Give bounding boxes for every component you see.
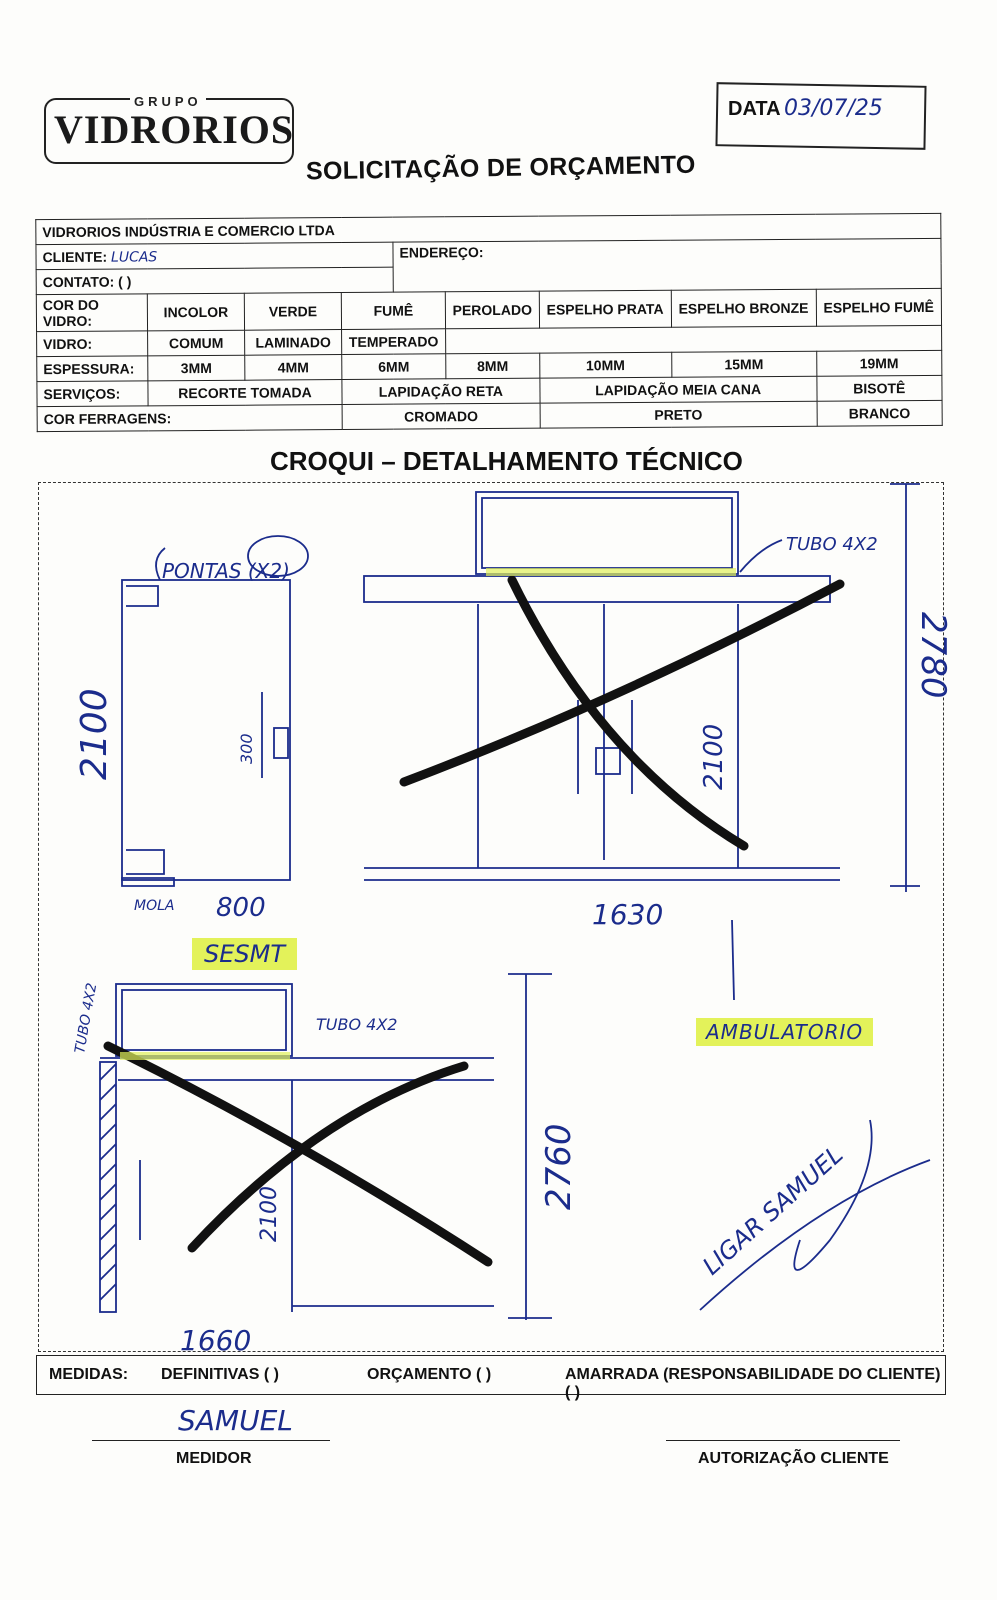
center-lock <box>596 748 620 774</box>
tubo-leader-right <box>740 540 782 572</box>
client-label: CLIENTE: <box>42 248 108 265</box>
note-tubo-right: TUBO 4X2 <box>786 534 878 555</box>
upper-glass-inner <box>482 498 732 568</box>
cross-out-right-2 <box>404 584 840 782</box>
door-outline <box>122 580 290 880</box>
top-corner-fitting <box>126 586 158 606</box>
note-pontas: PONTAS (X2) <box>162 559 290 583</box>
signature-flourish <box>700 1120 930 1310</box>
measures-label: MEDIDAS: <box>49 1366 129 1383</box>
note-sesmt: SESMT <box>192 938 297 970</box>
option-cromado[interactable]: CROMADO <box>342 403 540 429</box>
option-recorte-tomada[interactable]: RECORTE TOMADA <box>148 380 342 406</box>
note-total-height-right: 2780 <box>913 612 953 699</box>
option-perolado[interactable]: PEROLADO <box>445 291 539 329</box>
option-branco[interactable]: BRANCO <box>817 400 943 426</box>
measurer-label: MEDIDOR <box>176 1450 252 1467</box>
option-verde[interactable]: VERDE <box>244 293 341 331</box>
note-inner-height-left: 2100 <box>257 1186 282 1242</box>
option-comum[interactable]: COMUM <box>148 330 245 356</box>
option-15mm[interactable]: 15MM <box>671 351 816 377</box>
company-name: VIDRORIOS INDÚSTRIA E COMERCIO LTDA <box>36 213 941 244</box>
option-lapidacao-meia-cana[interactable]: LAPIDAÇÃO MEIA CANA <box>540 376 817 403</box>
option-orcamento[interactable]: ORÇAMENTO ( ) <box>367 1366 492 1383</box>
option-lapidacao-reta[interactable]: LAPIDAÇÃO RETA <box>342 378 540 404</box>
note-inner-height-right: 2100 <box>699 723 729 790</box>
measures-row <box>36 1355 946 1401</box>
note-signature: LIGAR SAMUEL <box>697 1140 849 1281</box>
option-8mm[interactable]: 8MM <box>446 353 540 379</box>
option-amarrada[interactable]: AMARRADA (RESPONSABILIDADE DO CLIENTE) ( ) <box>565 1366 941 1401</box>
date-label: DATA <box>728 98 781 120</box>
tube-highlight-right <box>486 568 736 576</box>
note-width-left: 1660 <box>180 1324 252 1357</box>
lock-fitting <box>274 728 288 758</box>
croqui-title: CROQUI – DETALHAMENTO TÉCNICO <box>270 446 743 476</box>
logo-group-text: GRUPO <box>130 94 206 109</box>
cross-out-right-1 <box>512 580 744 846</box>
option-espelho-bronze[interactable]: ESPELHO BRONZE <box>671 289 816 327</box>
note-tubo-left-b: TUBO 4X2 <box>316 1015 398 1034</box>
option-espelho-fume[interactable]: ESPELHO FUMÊ <box>816 288 942 326</box>
note-width-right: 1630 <box>592 898 664 931</box>
option-temperado[interactable]: TEMPERADO <box>342 329 446 355</box>
bottom-corner-fitting <box>126 850 164 874</box>
note-mola: MOLA <box>134 898 175 914</box>
date-value[interactable]: 03/07/25 <box>784 96 883 121</box>
tube-highlight-left <box>120 1052 290 1060</box>
note-tubo-left-a: TUBO 4X2 <box>72 981 101 1055</box>
contact-field[interactable]: CONTATO: ( ) <box>36 267 393 294</box>
services-label: SERVIÇOS: <box>37 381 148 407</box>
thickness-label: ESPESSURA: <box>37 356 148 382</box>
ambulatorio-pointer <box>732 920 734 1000</box>
lower-upper-panel <box>116 984 292 1056</box>
option-3mm[interactable]: 3MM <box>148 355 245 381</box>
option-preto[interactable]: PRETO <box>540 401 817 428</box>
wall-hatching <box>100 1064 116 1300</box>
authorization-line[interactable] <box>666 1440 900 1441</box>
option-6mm[interactable]: 6MM <box>342 354 446 380</box>
note-total-height-left: 2760 <box>539 1123 579 1210</box>
option-4mm[interactable]: 4MM <box>245 355 342 381</box>
note-ambulatorio: AMBULATORIO <box>696 1018 873 1046</box>
option-bisote[interactable]: BISOTÊ <box>817 375 943 401</box>
client-value: LUCAS <box>110 248 158 266</box>
transom-tube <box>364 576 830 602</box>
option-fume[interactable]: FUMÊ <box>341 292 445 330</box>
lower-upper-inner <box>122 990 286 1050</box>
page-title: SOLICITAÇÃO DE ORÇAMENTO <box>305 150 696 186</box>
measurer-signature: SAMUEL <box>178 1404 293 1437</box>
option-19mm[interactable]: 19MM <box>816 350 942 376</box>
option-espelho-prata[interactable]: ESPELHO PRATA <box>539 290 671 328</box>
glass-type-label: VIDRO: <box>37 331 148 357</box>
measurer-line <box>92 1440 330 1441</box>
note-door-height: 2100 <box>74 688 115 780</box>
logo-name: VIDRORIOS <box>54 107 295 152</box>
authorization-label: AUTORIZAÇÃO CLIENTE <box>698 1450 889 1467</box>
note-door-width: 800 <box>216 893 266 923</box>
glass-color-label: COR DO VIDRO: <box>36 294 147 332</box>
address-label: ENDEREÇO: <box>399 244 484 261</box>
note-handle: 300 <box>237 733 256 764</box>
option-incolor[interactable]: INCOLOR <box>147 293 244 331</box>
option-10mm[interactable]: 10MM <box>539 352 671 378</box>
upper-glass-panel <box>476 492 738 574</box>
option-definitivas[interactable]: DEFINITIVAS ( ) <box>161 1366 279 1383</box>
hardware-label: COR FERRAGENS: <box>37 405 342 432</box>
option-laminado[interactable]: LAMINADO <box>245 330 342 356</box>
